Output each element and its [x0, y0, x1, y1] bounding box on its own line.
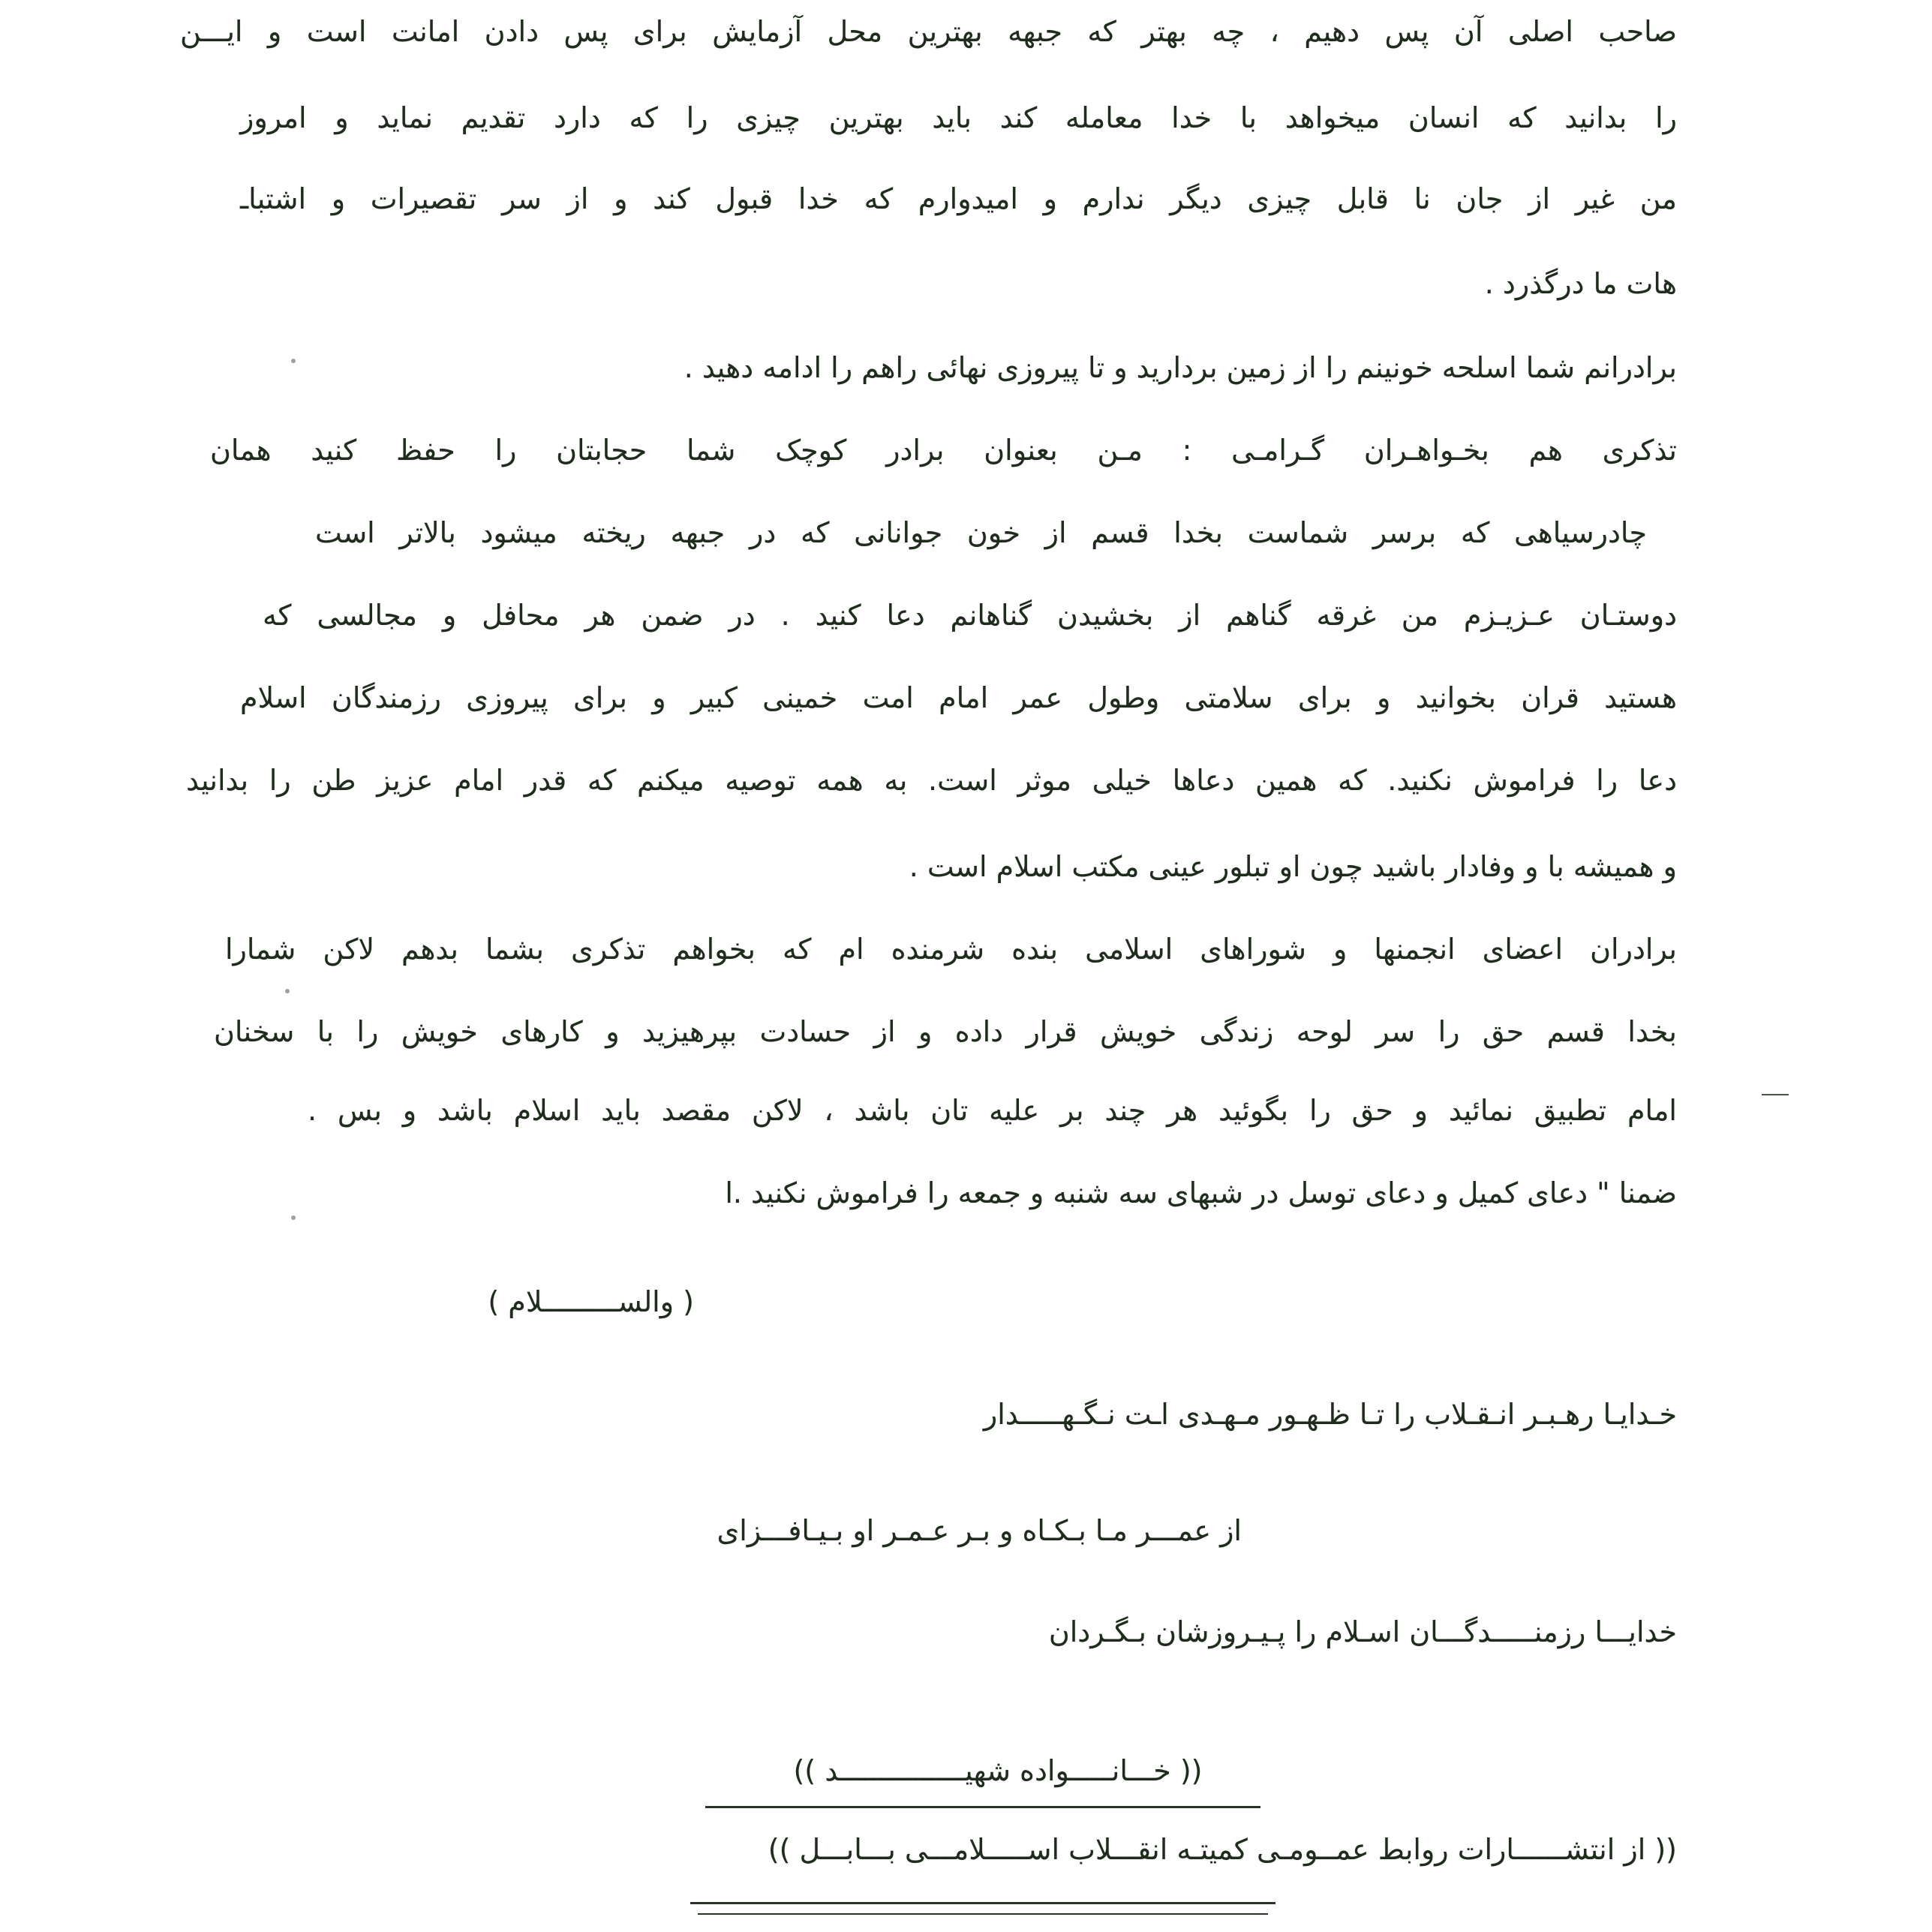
paragraph-line: من غیر از جان نا قابل چیزی دیگر ندارم و امیدوارم که خدا قبول کند و از سر تقصیرات و اشتباـ — [240, 182, 1677, 215]
paragraph-line: ضمنا " دعای کمیل و دعای توسل در شبهای سه شنبه و جمعه را فراموش نکنید .ا — [725, 1176, 1677, 1209]
paragraph-line: هستید قران بخوانید و برای سلامتی وطول عمر امام امت خمینی کبیر و برای پیروزی رزمندگان اسلام — [240, 681, 1677, 714]
publisher-underline — [690, 1902, 1275, 1904]
paragraph-line: تذکری هم بخـواهـران گـرامـی : مـن بعنوان برادر کوچک شما حجابتان را حفظ کنید همان — [210, 434, 1677, 467]
paragraph-line: بخدا قسم حق را سر لوحه زندگی خویش قرار داده و از حسادت بپرهیزید و کارهای خویش را با سخنان — [214, 1015, 1677, 1048]
scan-speck — [285, 989, 290, 993]
paragraph-line: برادران اعضای انجمنها و شوراهای اسلامی بنده شرمنده ام که بخواهم تذکری بشما بدهم لاکن شمارا — [225, 933, 1677, 966]
closing-salutation: ( والســـــــــلام ) — [488, 1285, 694, 1318]
prayer-line: خدایـــا رزمنـــــدگـــان اسـلام را پـیـروزشان بـگـردان — [1048, 1615, 1677, 1648]
scan-speck — [291, 1215, 296, 1220]
margin-mark — [1762, 1094, 1789, 1095]
signature: (( خـــانـــــواده شهیـــــــــــــــد )) — [793, 1754, 1203, 1787]
paragraph-line: دوستـان عـزیـزم من غرقه گناهم از بخشیدن گناهانم دعا کنید . در ضمن هر محافل و مجالسی که — [263, 599, 1677, 632]
paragraph-line: برادرانم شما اسلحه خونینم را از زمین بردارید و تا پیروزی نهائی راهم را ادامه دهید . — [684, 351, 1677, 384]
paragraph-line: صاحب اصلی آن پس دهیم ، چه بهتر که جبهه بهترین محل آزمایش برای پس دادن امانت است و ایـــن — [180, 15, 1677, 48]
paragraph-line: دعا را فراموش نکنید. که همین دعاها خیلی موثر است. به همه توصیه میکنم که قدر امام عزیز طن را بدانید — [186, 764, 1677, 797]
signature-underline — [705, 1806, 1260, 1808]
paragraph-line: امام تطبیق نمائید و حق را بگوئید هر چند بر علیه تان باشد ، لاکن مقصد باید اسلام باشد و بس . — [308, 1094, 1677, 1127]
prayer-line: خـدایـا رهـبـر انـقـلاب را تـا ظـهـور مـهـدی اـت نـگـهـــــدار — [983, 1398, 1677, 1431]
paragraph-line: و همیشه با و وفادار باشید چون او تبلور عینی مکتب اسلام است . — [909, 850, 1677, 883]
paragraph-line: هات ما درگذرد . — [1484, 267, 1677, 300]
publisher-credit: (( از انتشــــــارات روابط عمــومـی کمیتـه انقـــلاب اســـــلامـــی بـــابـــل )) — [768, 1833, 1677, 1866]
prayer-line: از عمـــر مـا بـکـاه و بـر عـمـر او بـیـافـــزای — [717, 1514, 1242, 1547]
paragraph-line: چادرسیاهی که برسر شماست بخدا قسم از خون جوانانی که در جبهه ریخته میشود بالاتر است — [315, 516, 1647, 549]
paragraph-line: را بدانید که انسان میخواهد با خدا معامله کند باید بهترین چیزی را که دارد تقدیم نماید و امروز — [240, 101, 1677, 134]
scan-speck — [291, 359, 296, 363]
publisher-underline-second — [698, 1913, 1268, 1915]
